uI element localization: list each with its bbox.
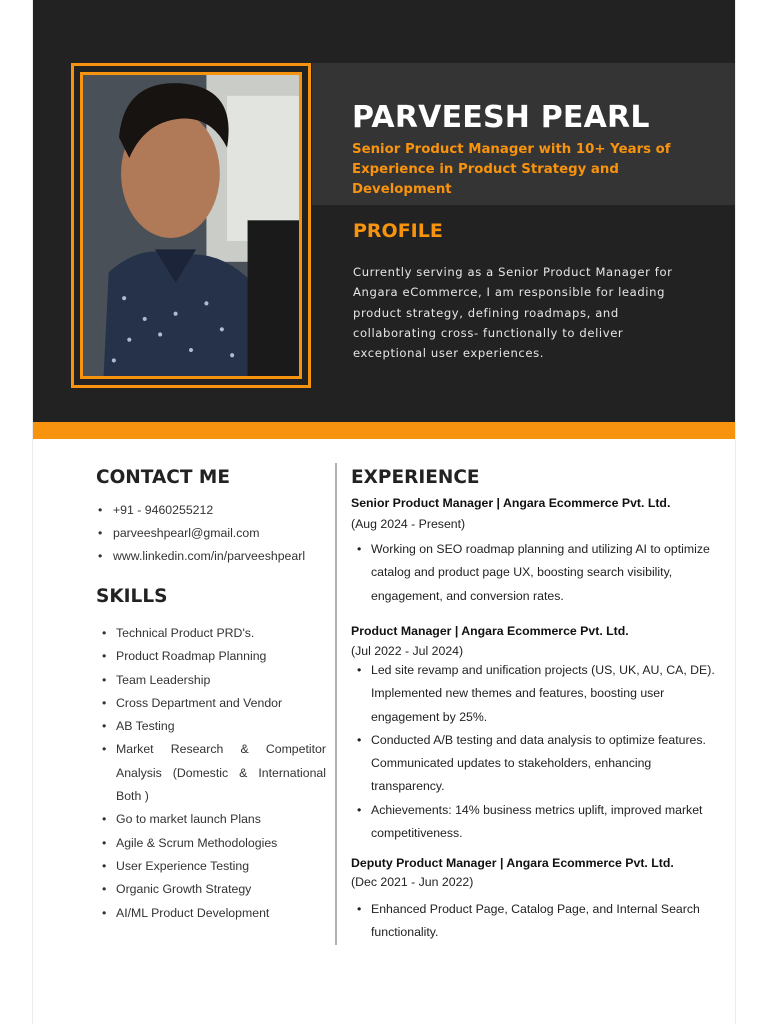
skill-item: • AI/ML Product Development bbox=[102, 902, 326, 925]
profile-heading: PROFILE bbox=[353, 220, 443, 242]
job-point: • Enhanced Product Page, Catalog Page, and Internal Search functionality. bbox=[351, 898, 721, 945]
job-role: Deputy Product Manager | Angara Ecommerce Pvt. Ltd. bbox=[351, 856, 674, 870]
candidate-name: PARVEESH PEARL bbox=[352, 100, 650, 135]
skill-item: • Technical Product PRD's. bbox=[102, 622, 326, 645]
skill-item: • Cross Department and Vendor bbox=[102, 692, 326, 715]
skill-item: • Market Research & Competitor Analysis (Domestic & International Both ) bbox=[102, 738, 326, 808]
experience-entry-2 bbox=[351, 623, 721, 845]
column-divider bbox=[335, 463, 337, 945]
skill-item: • Product Roadmap Planning bbox=[102, 645, 326, 668]
contact-heading: CONTACT ME bbox=[96, 467, 230, 488]
skill-item: • User Experience Testing bbox=[102, 855, 326, 878]
job-points bbox=[351, 898, 721, 945]
job-point: • Conducted A/B testing and data analysis to optimize features. Communicated updates to stakeholders, enhancing transparency. bbox=[351, 729, 721, 799]
skill-item: • Team Leadership bbox=[102, 669, 326, 692]
job-dates: (Aug 2024 - Present) bbox=[351, 517, 466, 531]
job-role: Product Manager | Angara Ecommerce Pvt. Ltd. bbox=[351, 624, 629, 638]
job-point: • Working on SEO roadmap planning and utilizing AI to optimize catalog and product page UX, boosting search visibility, engagement, and conversion rates. bbox=[351, 538, 721, 608]
job-point: • Led site revamp and unification projects (US, UK, AU, CA, DE). Implemented new themes and features, boosting user engagement by 25%. bbox=[351, 659, 721, 729]
profile-photo bbox=[80, 72, 302, 379]
contact-linkedin[interactable]: • www.linkedin.com/in/parveeshpearl bbox=[98, 548, 305, 571]
job-point: • Achievements: 14% business metrics uplift, improved market competitiveness. bbox=[351, 799, 721, 846]
skills-heading: SKILLS bbox=[96, 586, 168, 607]
header-accent-bar bbox=[33, 422, 735, 439]
experience-entry-1 bbox=[351, 495, 721, 608]
skills-list bbox=[102, 622, 326, 925]
candidate-tagline: Senior Product Manager with 10+ Years of Experience in Product Strategy and Development bbox=[352, 142, 671, 197]
contact-phone: • +91 - 9460255212 bbox=[98, 502, 305, 525]
job-dates: (Jul 2022 - Jul 2024) bbox=[351, 644, 464, 658]
skill-item: • AB Testing bbox=[102, 715, 326, 738]
job-points bbox=[351, 659, 721, 845]
contact-email[interactable]: • parveeshpearl@gmail.com bbox=[98, 525, 305, 548]
experience-entry-3 bbox=[351, 855, 721, 945]
skill-item: • Organic Growth Strategy bbox=[102, 878, 326, 901]
profile-photo-frame bbox=[71, 63, 311, 388]
experience-heading: EXPERIENCE bbox=[351, 467, 480, 488]
person-portrait-icon bbox=[83, 75, 299, 376]
contact-list bbox=[98, 502, 305, 571]
job-dates: (Dec 2021 - Jun 2022) bbox=[351, 875, 474, 889]
skill-item: • Go to market launch Plans bbox=[102, 808, 326, 831]
job-role: Senior Product Manager | Angara Ecommerce Pvt. Ltd. bbox=[351, 496, 671, 510]
skill-item: • Agile & Scrum Methodologies bbox=[102, 832, 326, 855]
profile-summary: Currently serving as a Senior Product Manager for Angara eCommerce, I am responsible for leading product strategy, defining roadmaps, and collaborating cross- functionally to deliver exceptional user experiences. bbox=[353, 265, 673, 361]
job-points bbox=[351, 538, 721, 608]
